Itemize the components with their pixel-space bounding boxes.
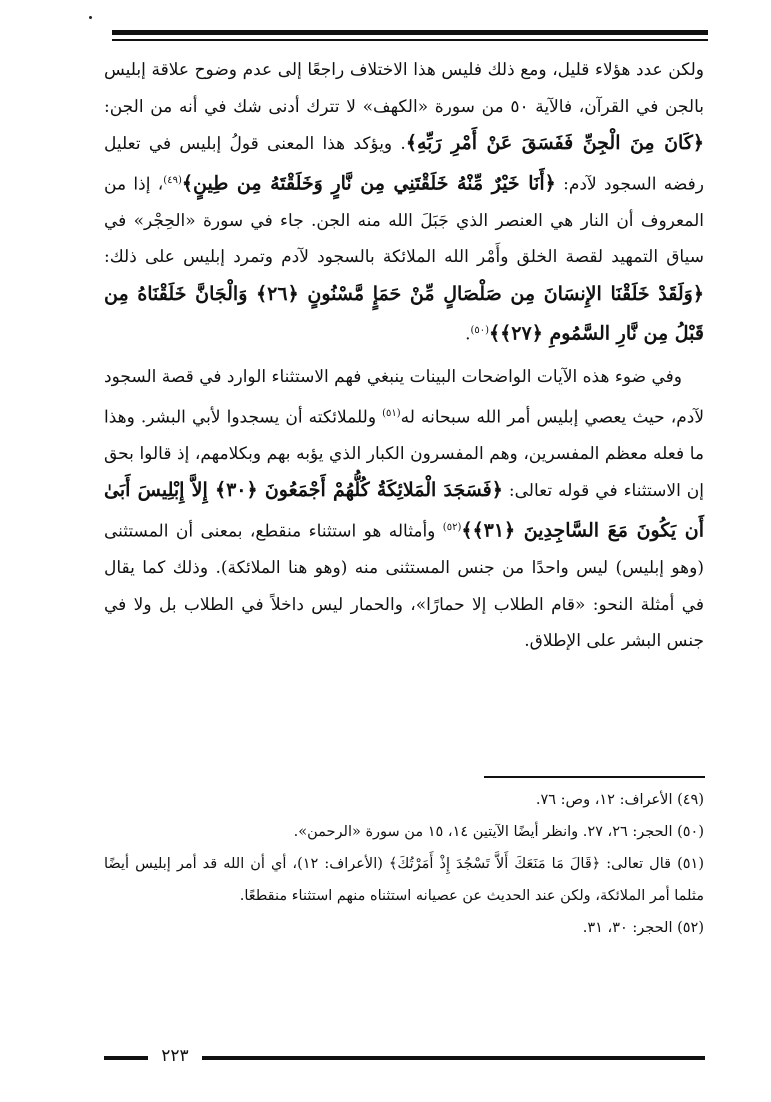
footnote-marker: (٥١) <box>382 407 401 419</box>
text-run: ، إذا من المعروف أن النار هي العنصر الذي جَبَلَ الله منه الجن. جاء في سورة «الحِجْر» في سياق التمهيد لقصة الخلق وأَمْر الله الملائكة بالسجود لآدم وتمرد إبليس على ذلك: <box>104 174 704 268</box>
text-run: وفي ضوء هذه الآيات الواضحات البينات ينبغي فهم الاستثناء الوارد في قصة السجود لآدم، حيث يعصي إبليس أمر الله سبحانه له <box>104 367 705 428</box>
footer-rule-right <box>202 1056 705 1060</box>
text-run: ولكن عدد هؤلاء قليل، ومع ذلك فليس هذا الاختلاف راجعًا إلى عدم وضوح علاقة إبليس بالجن في القرآن، فالآية ٥٠ من سورة «الكهف» لا تترك أدنى شك في أنه من الجن: <box>104 60 705 117</box>
footnotes <box>104 784 704 944</box>
paragraph-1 <box>104 52 704 353</box>
footnote-separator <box>484 776 705 778</box>
footnote-52: (٥٢) الحجر: ٣٠، ٣١. <box>582 920 704 936</box>
paragraph-2 <box>104 359 704 659</box>
page-number: ٢٢٣ <box>161 1046 189 1066</box>
footer-rule-left <box>104 1056 148 1060</box>
footnote-49: (٤٩) الأعراف: ١٢، وص: ٧٦. <box>535 792 704 808</box>
header-rule-thick <box>112 30 708 35</box>
quran-verse: ﴿أَنَا خَيْرٌ مِّنْهُ خَلَقْتَنِي مِن نَّارٍ وَخَلَقْتَهُ مِن طِينٍ﴾ <box>181 172 556 195</box>
header-rule-thin <box>112 39 708 41</box>
footnote-marker: (٥٢) <box>442 521 462 533</box>
quran-verse: ﴿كَانَ مِنَ الْجِنِّ فَفَسَقَ عَنْ أَمْرِ رَبِّهِ﴾ <box>405 132 704 154</box>
text-run: وللملائكته أن يسجدوا لأبي البشر. وهذا ما فعله معظم المفسرين، وهم المفسرون الكبار الذي يؤبه بهم وبكلامهم، إذ قالوا بحق إن الاستثناء في قوله تعالى: <box>104 407 704 502</box>
page-footer <box>104 1046 705 1070</box>
main-text <box>104 52 704 660</box>
quran-verse: ﴿فَسَجَدَ الْمَلائِكَةُ كُلُّهُمْ أَجْمَعُونَ ﴿٣٠﴾ إِلاَّ إِبْلِيسَ أَبَىٰ أَن يَكُونَ مَعَ السَّاجِدِينَ ﴿٣١﴾﴾ <box>104 479 704 542</box>
scan-speck <box>89 16 92 19</box>
footnote-marker: (٤٩) <box>163 174 182 186</box>
footnote-50: (٥٠) الحجر: ٢٦، ٢٧. وانظر أيضًا الآيتين ١٤، ١٥ من سورة «الرحمن». <box>293 824 704 840</box>
text-run: . ويؤكد هذا المعنى قولُ إبليس في تعليل رفضه السجود لآدم: <box>104 134 704 195</box>
footnote-marker: (٥٠) <box>470 325 490 337</box>
text-run: . <box>465 324 471 345</box>
quran-verse: ﴿وَلَقَدْ خَلَقْنَا الإِنسَانَ مِن صَلْصَالٍ مِّنْ حَمَإٍ مَّسْنُونٍ ﴿٢٦﴾ وَالْجَانَّ خَلَقْنَاهُ مِن قَبْلُ مِن نَّارِ السَّمُومِ ﴿٢٧﴾﴾ <box>104 282 704 345</box>
footnote-51: (٥١) قال تعالى: ﴿قَالَ مَا مَنَعَكَ أَلاَّ تَسْجُدَ إِذْ أَمَرْتُكَ﴾ (الأعراف: ١٢)، أي أن الله قد أمر إبليس أيضًا مثلما أمر الملائكة، ولكن عند الحديث عن عصيانه استثناه منهم استثناء منقطعًا. <box>104 856 704 904</box>
text-run: وأمثاله هو استثناء منقطع، بمعنى أن المستثنى (وهو إبليس) ليس واحدًا من جنس المستثنى منه (وهو هنا الملائكة). وذلك كما يقال في أمثلة النحو: «قام الطلاب إلا حمارًا»، والحمار ليس داخلاً في الطلاب بل ولا في جنس البشر على الإطلاق. <box>104 521 704 652</box>
